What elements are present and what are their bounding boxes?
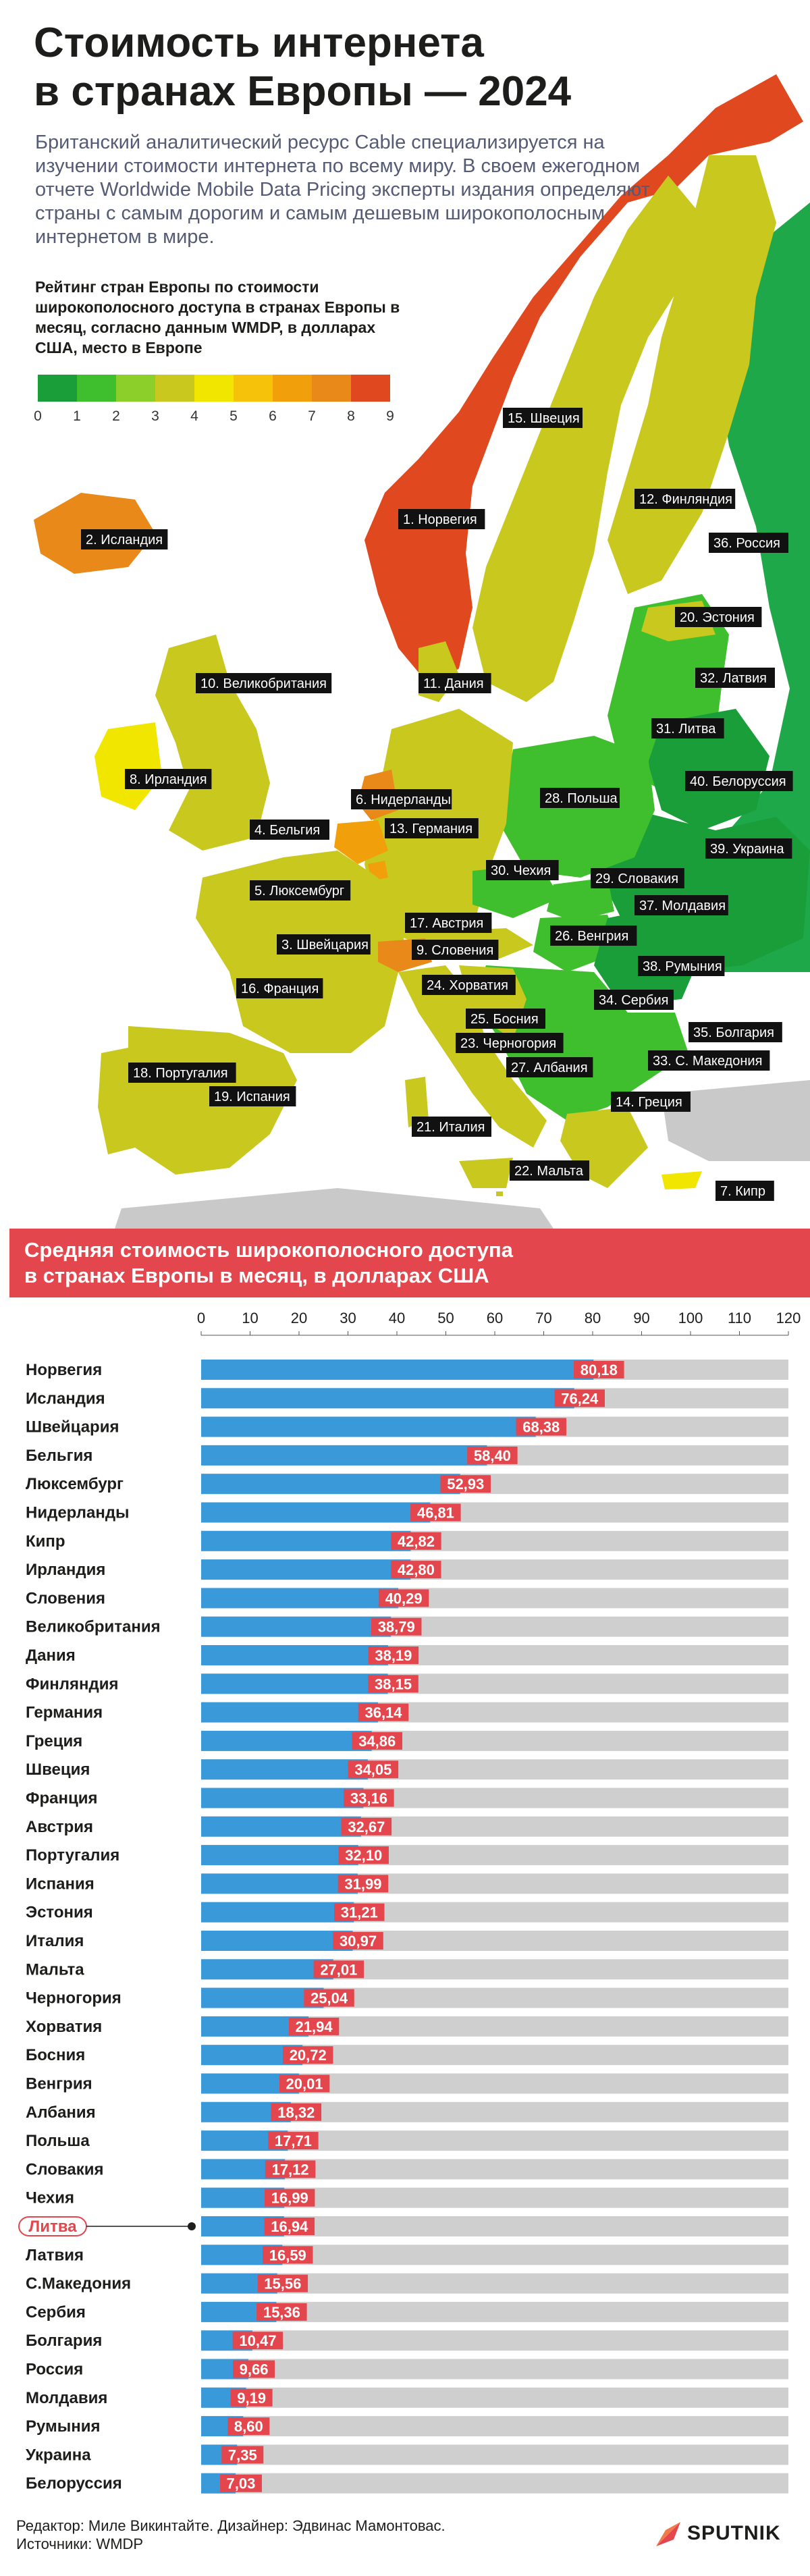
scale-tick-label: 8 bbox=[347, 408, 355, 424]
scale-tick-label: 9 bbox=[386, 408, 394, 424]
value-label: 46,81 bbox=[416, 1504, 454, 1522]
map-country-label bbox=[466, 1009, 545, 1029]
bar bbox=[201, 1931, 353, 1951]
category-label: Великобритания bbox=[26, 1617, 161, 1636]
map-country-label bbox=[594, 990, 674, 1010]
map-country-label bbox=[506, 1057, 593, 1077]
value-label: 18,32 bbox=[277, 2103, 315, 2121]
svg-text:22. Мальта: 22. Мальта bbox=[514, 1164, 583, 1179]
value-label: 7,35 bbox=[227, 2446, 257, 2464]
sputnik-logo-text: SPUTNIK bbox=[687, 2522, 781, 2544]
svg-text:31. Литва: 31. Литва bbox=[656, 722, 716, 736]
category-label: Франция bbox=[26, 1789, 98, 1808]
bar bbox=[201, 1731, 372, 1751]
x-tick-label: 80 bbox=[584, 1310, 601, 1326]
map-country-label bbox=[716, 1181, 774, 1201]
category-label: Молдавия bbox=[26, 2388, 108, 2407]
map-country-label bbox=[540, 788, 620, 808]
bar-track bbox=[201, 2388, 788, 2408]
category-label: Эстония bbox=[26, 1903, 93, 1922]
scale-swatch bbox=[312, 375, 351, 402]
map-country-label bbox=[503, 408, 583, 428]
map-country-label bbox=[648, 1050, 770, 1071]
value-label: 30,97 bbox=[340, 1933, 377, 1950]
bar bbox=[201, 1817, 361, 1837]
bar bbox=[201, 1788, 363, 1808]
value-label: 20,72 bbox=[289, 2047, 327, 2064]
map-country-label bbox=[81, 529, 167, 549]
svg-text:14. Греция: 14. Греция bbox=[616, 1095, 682, 1110]
value-label: 52,93 bbox=[447, 1476, 485, 1493]
svg-text:27. Албания: 27. Албания bbox=[511, 1061, 588, 1075]
category-label: Нидерланды bbox=[26, 1503, 130, 1522]
value-label: 42,82 bbox=[397, 1532, 435, 1550]
bar bbox=[201, 1503, 430, 1523]
scale-tick-label: 0 bbox=[34, 408, 42, 424]
scale-tick-label: 2 bbox=[112, 408, 120, 424]
bar bbox=[201, 1959, 333, 1979]
category-label: Словакия bbox=[26, 2160, 104, 2179]
map-country-label bbox=[412, 940, 498, 960]
category-label: Черногория bbox=[26, 1989, 122, 2008]
category-label: Хорватия bbox=[26, 2017, 103, 2036]
x-tick-label: 0 bbox=[196, 1310, 206, 1326]
scale-tick-label: 3 bbox=[151, 408, 159, 424]
category-label: Украина bbox=[26, 2446, 91, 2465]
value-label: 25,04 bbox=[310, 1989, 348, 2007]
category-label: Мальта bbox=[26, 1960, 84, 1979]
scale-swatch bbox=[194, 375, 234, 402]
bar bbox=[201, 1902, 354, 1923]
map-country-label bbox=[510, 1160, 589, 1181]
svg-text:34. Сербия: 34. Сербия bbox=[599, 993, 669, 1008]
category-label: Литва bbox=[28, 2218, 77, 2236]
value-label: 42,80 bbox=[397, 1561, 435, 1579]
scale-swatch bbox=[273, 375, 312, 402]
category-label: Люксембург bbox=[26, 1475, 124, 1494]
svg-text:35. Болгария: 35. Болгария bbox=[693, 1025, 774, 1040]
svg-text:33. С. Македония: 33. С. Македония bbox=[653, 1054, 763, 1069]
bar bbox=[201, 1845, 358, 1865]
scale-swatch bbox=[77, 375, 116, 402]
category-label: Исландия bbox=[26, 1389, 105, 1408]
value-label: 68,38 bbox=[522, 1418, 560, 1436]
map-country-label bbox=[398, 509, 485, 529]
category-label: Дания bbox=[26, 1646, 76, 1665]
category-label: Бельгия bbox=[26, 1446, 93, 1465]
svg-text:1. Норвегия: 1. Норвегия bbox=[403, 512, 477, 527]
bar bbox=[201, 1588, 398, 1608]
svg-text:29. Словакия: 29. Словакия bbox=[595, 871, 679, 886]
scale-tick-label: 7 bbox=[308, 408, 316, 424]
x-tick-label: 30 bbox=[340, 1310, 356, 1326]
svg-text:7. Кипр: 7. Кипр bbox=[720, 1184, 766, 1199]
intro-text: Британский аналитический ресурс Cable специализируется на изучении стоимости интернета по всему миру. В своем ежегодном отчете Worldwide Mobile Data Pricing эксперты издания определяют страны с самым дорогим и самым дешевым широкополосным интернетом в мире. bbox=[35, 132, 650, 248]
category-label: Польша bbox=[26, 2132, 90, 2151]
x-tick-label: 60 bbox=[486, 1310, 504, 1326]
highlight-dot bbox=[188, 2222, 196, 2230]
scale-swatch bbox=[234, 375, 273, 402]
svg-text:37. Молдавия: 37. Молдавия bbox=[639, 898, 726, 913]
value-label: 10,47 bbox=[239, 2332, 277, 2350]
bar-track bbox=[201, 2359, 788, 2380]
map-country-label bbox=[128, 1063, 236, 1083]
rating-caption: Рейтинг стран Европы по стоимости широкополосного доступа в странах Европы в месяц, согласно данным WMDP, в долларах США, место в Европе bbox=[35, 278, 400, 356]
value-label: 31,21 bbox=[340, 1904, 378, 1921]
svg-text:30. Чехия: 30. Чехия bbox=[491, 863, 551, 878]
value-label: 38,79 bbox=[377, 1618, 415, 1636]
sputnik-logo bbox=[653, 2518, 782, 2552]
map-country-label bbox=[688, 1022, 782, 1042]
svg-text:4. Бельгия: 4. Бельгия bbox=[254, 823, 321, 838]
category-label: Румыния bbox=[26, 2417, 101, 2436]
value-label: 20,01 bbox=[286, 2075, 323, 2093]
svg-text:19. Испания: 19. Испания bbox=[214, 1090, 290, 1104]
svg-text:16. Франция: 16. Франция bbox=[241, 982, 319, 996]
svg-text:38. Румыния: 38. Румыния bbox=[643, 959, 722, 974]
value-label: 58,40 bbox=[473, 1447, 511, 1464]
svg-text:36. Россия: 36. Россия bbox=[713, 536, 780, 551]
value-label: 34,86 bbox=[358, 1732, 396, 1750]
svg-text:13. Германия: 13. Германия bbox=[389, 822, 473, 836]
category-label: Греция bbox=[26, 1732, 83, 1750]
map-country-label bbox=[634, 489, 735, 509]
value-label: 7,03 bbox=[226, 2475, 256, 2492]
x-tick-label: 120 bbox=[776, 1310, 801, 1326]
map-country-label bbox=[591, 868, 684, 888]
svg-text:10. Великобритания: 10. Великобритания bbox=[200, 676, 327, 691]
map-country-label bbox=[351, 789, 452, 809]
svg-text:12. Финляндия: 12. Финляндия bbox=[639, 492, 732, 507]
category-label: Кипр bbox=[26, 1532, 65, 1551]
map-country-label bbox=[277, 934, 371, 955]
category-label: Швеция bbox=[26, 1761, 90, 1779]
svg-text:24. Хорватия: 24. Хорватия bbox=[427, 978, 508, 993]
map-country-label bbox=[412, 1117, 491, 1137]
bar bbox=[201, 1759, 368, 1779]
x-tick-label: 40 bbox=[388, 1310, 406, 1326]
category-label: Испания bbox=[26, 1875, 94, 1894]
scale-tick-label: 6 bbox=[269, 408, 277, 424]
svg-text:8. Ирландия: 8. Ирландия bbox=[130, 772, 207, 787]
x-tick-label: 90 bbox=[633, 1310, 650, 1326]
chart-banner bbox=[9, 1229, 810, 1297]
scale-swatch bbox=[38, 375, 77, 402]
map-country-label bbox=[695, 668, 775, 688]
category-label: Белоруссия bbox=[26, 2474, 122, 2493]
category-label: Россия bbox=[26, 2360, 84, 2379]
value-label: 9,19 bbox=[237, 2389, 267, 2407]
map-country-label bbox=[209, 1086, 296, 1106]
bar bbox=[201, 1673, 388, 1694]
scale-swatch bbox=[155, 375, 194, 402]
bar bbox=[201, 1559, 410, 1580]
map-country-label bbox=[456, 1033, 564, 1053]
bar bbox=[201, 1645, 388, 1665]
page-title bbox=[34, 19, 709, 116]
map-country-label bbox=[651, 718, 724, 739]
map-country-label bbox=[196, 673, 331, 693]
svg-text:25. Босния: 25. Босния bbox=[470, 1012, 539, 1027]
chart-banner-line-2: в странах Европы в месяц, в долларах США bbox=[24, 1264, 489, 1287]
category-label: Швейцария bbox=[26, 1418, 119, 1437]
svg-text:21. Италия: 21. Италия bbox=[416, 1120, 485, 1135]
scale-swatch bbox=[116, 375, 155, 402]
svg-text:15. Швеция: 15. Швеция bbox=[508, 411, 580, 426]
value-label: 80,18 bbox=[580, 1362, 618, 1378]
category-label: Италия bbox=[26, 1932, 84, 1950]
map-country-label bbox=[705, 838, 792, 859]
map-country-label bbox=[405, 913, 491, 933]
category-label: Словения bbox=[26, 1589, 105, 1608]
map-country-label bbox=[385, 818, 479, 838]
map-country-label bbox=[422, 975, 516, 995]
scale-tick-label: 1 bbox=[73, 408, 81, 424]
value-label: 31,99 bbox=[344, 1875, 382, 1893]
category-label: Германия bbox=[26, 1703, 103, 1722]
svg-text:5. Люксембург: 5. Люксембург bbox=[254, 884, 345, 898]
value-label: 38,15 bbox=[375, 1675, 412, 1693]
svg-text:2. Исландия: 2. Исландия bbox=[86, 533, 163, 547]
map-country-label bbox=[250, 880, 350, 901]
bar bbox=[201, 1531, 410, 1551]
x-tick-label: 70 bbox=[535, 1310, 552, 1326]
bar bbox=[201, 1702, 378, 1723]
value-label: 15,56 bbox=[264, 2275, 302, 2292]
title-line-1: Стоимость интернета bbox=[34, 20, 484, 66]
svg-text:32. Латвия: 32. Латвия bbox=[700, 671, 767, 686]
category-label: Ирландия bbox=[26, 1561, 106, 1580]
category-label: Португалия bbox=[26, 1846, 120, 1865]
credits bbox=[16, 2517, 446, 2553]
x-tick-label: 100 bbox=[678, 1310, 703, 1326]
svg-text:17. Австрия: 17. Австрия bbox=[410, 916, 484, 931]
value-label: 16,94 bbox=[271, 2218, 308, 2235]
svg-text:40. Белоруссия: 40. Белоруссия bbox=[690, 774, 786, 789]
category-label: Австрия bbox=[26, 1817, 94, 1836]
svg-text:20. Эстония: 20. Эстония bbox=[680, 610, 755, 625]
svg-text:28. Польша: 28. Польша bbox=[545, 791, 618, 806]
bar-track bbox=[201, 2473, 788, 2494]
map-country-label bbox=[125, 769, 211, 789]
x-tick-label: 20 bbox=[290, 1310, 308, 1326]
category-label: Норвегия bbox=[26, 1361, 103, 1379]
svg-text:3. Швейцария: 3. Швейцария bbox=[281, 938, 369, 952]
bar bbox=[201, 1873, 358, 1894]
svg-text:11. Дания: 11. Дания bbox=[423, 676, 484, 691]
map-country-label bbox=[236, 978, 323, 998]
chart-banner-line-1: Средняя стоимость широкополосного доступа bbox=[24, 1238, 513, 1262]
svg-text:26. Венгрия: 26. Венгрия bbox=[555, 929, 629, 944]
map-country-label bbox=[250, 820, 329, 840]
credits-source: Источники: WMDP bbox=[16, 2535, 144, 2552]
sputnik-logo-icon bbox=[653, 2519, 683, 2549]
value-label: 40,29 bbox=[385, 1590, 423, 1607]
bar bbox=[201, 1617, 391, 1637]
map-country-label bbox=[486, 860, 559, 880]
svg-text:18. Португалия: 18. Португалия bbox=[133, 1066, 228, 1081]
bar bbox=[201, 1388, 574, 1408]
bar bbox=[201, 1445, 487, 1466]
svg-text:6. Нидерланды: 6. Нидерланды bbox=[356, 793, 451, 807]
bar-track bbox=[201, 2330, 788, 2351]
category-label: Латвия bbox=[26, 2246, 84, 2265]
value-label: 36,14 bbox=[364, 1704, 402, 1721]
map-country-label bbox=[418, 673, 491, 693]
value-label: 15,36 bbox=[263, 2303, 300, 2321]
value-label: 34,05 bbox=[354, 1761, 392, 1779]
x-tick-label: 10 bbox=[242, 1310, 259, 1326]
scale-tick-label: 4 bbox=[190, 408, 198, 424]
bar-chart bbox=[0, 1303, 810, 2493]
bar bbox=[201, 1360, 593, 1380]
bar bbox=[201, 1417, 536, 1437]
category-label: Болгария bbox=[26, 2332, 103, 2351]
svg-text:9. Словения: 9. Словения bbox=[416, 943, 494, 958]
category-label: С.Македония bbox=[26, 2274, 132, 2293]
value-label: 8,60 bbox=[234, 2418, 263, 2436]
category-label: Босния bbox=[26, 2046, 86, 2065]
scale-tick-label: 5 bbox=[230, 408, 238, 424]
value-label: 17,12 bbox=[271, 2161, 309, 2178]
credits-editor: Редактор: Миле Викинтайте. Дизайнер: Эдвинас Мамонтовас. bbox=[16, 2517, 446, 2534]
value-label: 27,01 bbox=[320, 1961, 358, 1979]
bar-track bbox=[201, 2444, 788, 2465]
bar-track bbox=[201, 2416, 788, 2436]
map-country-label bbox=[685, 771, 793, 791]
map-country-label bbox=[675, 607, 761, 627]
map-country-label bbox=[634, 895, 728, 915]
scale-swatch bbox=[351, 375, 390, 402]
value-label: 33,16 bbox=[350, 1790, 387, 1807]
map-country-label bbox=[709, 533, 788, 553]
value-label: 9,66 bbox=[239, 2361, 269, 2378]
value-label: 16,59 bbox=[269, 2247, 306, 2264]
svg-text:39. Украина: 39. Украина bbox=[710, 842, 784, 857]
value-label: 32,67 bbox=[348, 1818, 385, 1835]
value-label: 17,71 bbox=[274, 2132, 312, 2150]
category-label: Венгрия bbox=[26, 2074, 92, 2093]
map-country-label bbox=[550, 925, 637, 946]
value-label: 21,94 bbox=[295, 2018, 333, 2035]
map-country-label bbox=[611, 1092, 691, 1112]
category-label: Финляндия bbox=[26, 1675, 119, 1694]
x-tick-label: 110 bbox=[727, 1310, 752, 1326]
map-country-label bbox=[638, 956, 724, 976]
x-tick-label: 50 bbox=[437, 1310, 454, 1326]
title-line-2: в странах Европы — 2024 bbox=[34, 68, 572, 115]
value-label: 38,19 bbox=[375, 1647, 412, 1664]
category-label: Чехия bbox=[26, 2189, 74, 2207]
svg-text:23. Черногория: 23. Черногория bbox=[460, 1036, 557, 1051]
bar bbox=[201, 1474, 460, 1494]
value-label: 16,99 bbox=[271, 2189, 308, 2207]
value-label: 76,24 bbox=[561, 1390, 599, 1407]
category-label: Сербия bbox=[26, 2303, 86, 2322]
category-label: Албания bbox=[26, 2103, 96, 2122]
value-label: 32,10 bbox=[345, 1847, 383, 1864]
